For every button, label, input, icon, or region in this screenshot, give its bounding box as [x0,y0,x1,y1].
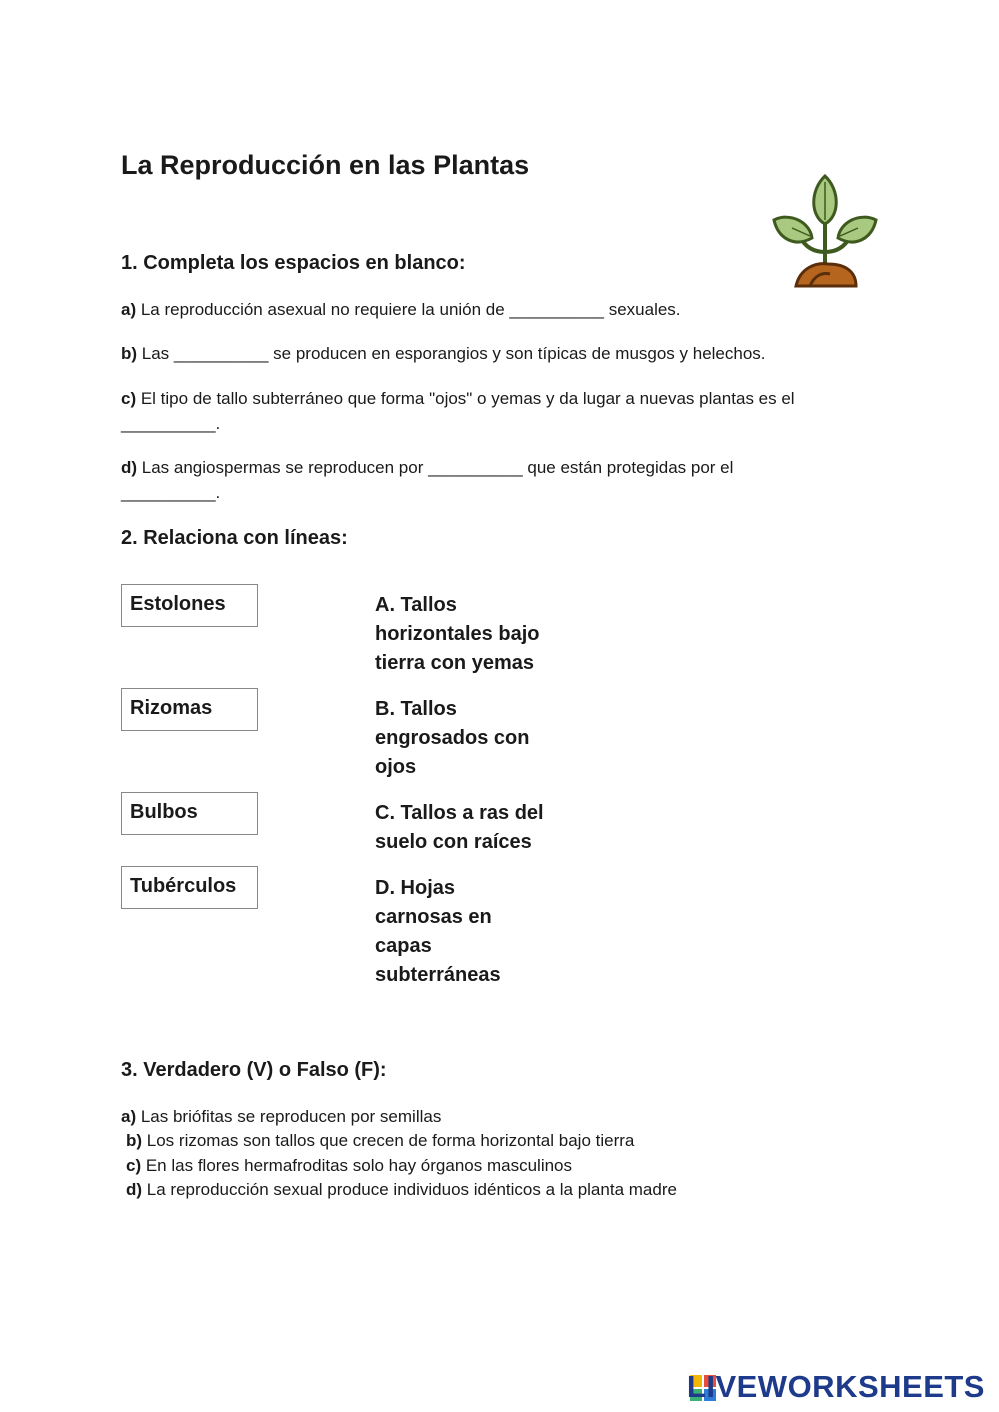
fill-item-d [121,455,801,505]
item-text: La reproducción sexual produce individuos idénticos a la planta madre [142,1180,677,1199]
plant-sprout-icon [770,172,882,290]
definition-c[interactable]: C. Tallos a ras del suelo con raíces [375,802,544,853]
page-title: La Reproducción en las Plantas [121,150,530,180]
term-box-tuberculos[interactable]: Tubérculos [121,866,258,909]
item-text: La reproducción asexual no requiere la unión de __________ sexuales. [136,300,681,319]
term-box-estolones[interactable]: Estolones [121,584,258,627]
section1-heading: 1. Completa los espacios en blanco: [121,252,466,274]
item-letter: c) [126,1156,142,1175]
liveworksheets-brand[interactable]: LIVEWORKSHEETS [686,1369,985,1404]
item-text: Las angiospermas se reproducen por __________ que están protegidas por el __________. [121,458,734,502]
item-text: En las flores hermafroditas solo hay órganos masculinos [141,1156,573,1175]
item-letter: b) [121,344,138,363]
item-letter: a) [121,1107,137,1126]
fill-item-c [121,386,861,436]
tf-item-b [126,1129,634,1154]
tf-item-a [121,1105,441,1130]
item-letter: c) [121,389,137,408]
tf-item-c [126,1154,572,1179]
fill-item-a [121,297,861,322]
item-text: El tipo de tallo subterráneo que forma "ojos" o yemas y da lugar a nuevas plantas es el __________. [121,389,795,433]
definition-b[interactable]: B. Tallos engrosados con ojos [375,698,530,778]
item-letter: b) [126,1131,143,1150]
term-box-rizomas[interactable]: Rizomas [121,688,258,731]
tf-item-d [126,1178,677,1203]
item-text: Las __________ se producen en esporangios y son típicas de musgos y helechos. [137,344,766,363]
term-box-bulbos[interactable]: Bulbos [121,792,258,835]
section3-heading: 3. Verdadero (V) o Falso (F): [121,1059,387,1081]
item-letter: d) [121,458,138,477]
item-letter: a) [121,300,137,319]
item-letter: d) [126,1180,143,1199]
fill-item-b [121,341,861,366]
section2-heading: 2. Relaciona con líneas: [121,527,348,549]
item-text: Los rizomas son tallos que crecen de forma horizontal bajo tierra [142,1131,635,1150]
definition-a[interactable]: A. Tallos horizontales bajo tierra con yemas [375,594,540,674]
definition-d[interactable]: D. Hojas carnosas en capas subterráneas [375,877,501,986]
item-text: Las briófitas se reproducen por semillas [136,1107,442,1126]
